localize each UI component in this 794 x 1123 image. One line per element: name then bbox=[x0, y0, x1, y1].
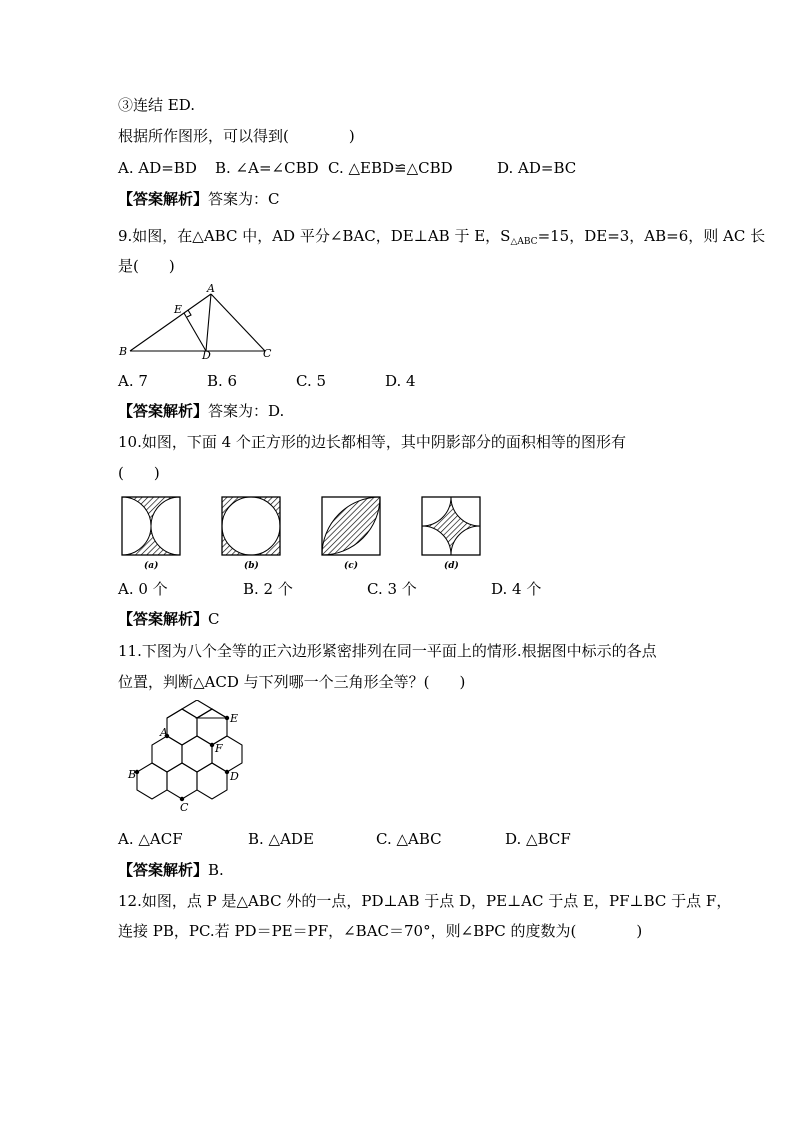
q9-stem-subscript: △ABC bbox=[510, 237, 538, 247]
q10-choice-d: D. 4 个 bbox=[491, 580, 542, 598]
q9-choice-b: B. 6 bbox=[207, 372, 238, 390]
q8-answer-text: 答案为：C bbox=[208, 190, 280, 208]
q10-answer-tag: 【答案解析】 bbox=[118, 610, 209, 628]
q8-answer bbox=[118, 189, 280, 209]
hexagon-edge bbox=[182, 700, 212, 718]
hexagon bbox=[137, 763, 167, 799]
hexagon bbox=[182, 736, 212, 772]
q11-label-d: D bbox=[230, 770, 239, 783]
hexagon bbox=[152, 736, 182, 772]
q11-answer bbox=[118, 860, 224, 880]
q8-choice-d: D. AD=BC bbox=[497, 159, 577, 177]
q8-step: ③连结 ED. bbox=[118, 96, 195, 114]
q9-stem-part1: 9.如图，在△ABC 中，AD 平分∠BAC，DE⊥AB 于 E，S bbox=[118, 227, 511, 245]
q10-caption-b: (b) bbox=[244, 561, 259, 571]
q11-stem-line2: 位置，判断△ACD 与下列哪一个三角形全等？( ) bbox=[118, 673, 466, 691]
q11-choice-a: A. △ACF bbox=[118, 830, 183, 848]
q9-stem bbox=[118, 226, 765, 252]
q10-answer-text: C bbox=[208, 610, 220, 628]
q11-choice-c: C. △ABC bbox=[376, 830, 442, 848]
q9-triangle-figure bbox=[115, 280, 285, 365]
q9-label-d: D bbox=[202, 349, 211, 362]
q9-answer bbox=[118, 401, 284, 421]
q12-stem-line2: 连接 PB，PC.若 PD＝PE＝PF，∠BAC＝70°，则∠BPC 的度数为( ) bbox=[118, 922, 643, 940]
q10-squares-figure bbox=[115, 490, 495, 572]
q11-hexagon-figure bbox=[120, 700, 270, 815]
q10-stem-line2: ( ) bbox=[118, 464, 160, 482]
q10-choice-a: A. 0 个 bbox=[118, 580, 168, 598]
q11-choice-d: D. △BCF bbox=[505, 830, 571, 848]
q11-stem: 11.下图为八个全等的正六边形紧密排列在同一平面上的情形.根据图中标示的各点 bbox=[118, 642, 657, 660]
q9-label-a: A bbox=[207, 282, 215, 295]
q9-label-c: C bbox=[263, 347, 272, 360]
hexagon bbox=[197, 709, 227, 745]
q11-point-f bbox=[210, 743, 214, 747]
q10-answer bbox=[118, 609, 220, 629]
q10-caption-a: (a) bbox=[144, 561, 159, 571]
q9-answer-tag: 【答案解析】 bbox=[118, 402, 209, 420]
q10-stem: 10.如图，下面 4 个正方形的边长都相等，其中阴影部分的面积相等的图形有 bbox=[118, 433, 626, 451]
q8-choice-c: C. △EBD≌△CBD bbox=[328, 159, 453, 177]
hexagon bbox=[197, 763, 227, 799]
q9-answer-text: 答案为：D. bbox=[208, 402, 285, 420]
q8-choice-b: B. ∠A=∠CBD bbox=[215, 159, 319, 177]
hexagon-edge bbox=[197, 709, 227, 718]
q11-label-a: A bbox=[160, 726, 168, 739]
q11-answer-text: B. bbox=[208, 861, 224, 879]
q10-square-c bbox=[322, 497, 380, 555]
q9-choice-a: A. 7 bbox=[118, 372, 148, 390]
q10-square-a bbox=[122, 497, 180, 555]
q10-choice-b: B. 2 个 bbox=[243, 580, 293, 598]
q10-caption-d: (d) bbox=[444, 561, 459, 571]
q9-stem-part2: =15，DE=3，AB=6，则 AC 长 bbox=[537, 227, 766, 245]
q9-stem-line2: 是( ) bbox=[118, 257, 175, 275]
q9-segment-ad bbox=[206, 294, 211, 351]
q9-segment-ba bbox=[130, 294, 211, 351]
q11-label-e: E bbox=[230, 712, 239, 725]
q9-label-e: E bbox=[174, 303, 183, 316]
q10-choice-c: C. 3 个 bbox=[367, 580, 417, 598]
q11-choice-b: B. △ADE bbox=[248, 830, 314, 848]
hexagon bbox=[167, 763, 197, 799]
q11-label-f: F bbox=[215, 742, 223, 755]
q12-stem: 12.如图，点 P 是△ABC 外的一点，PD⊥AB 于点 D，PE⊥AC 于点 E，PF⊥BC 于点 F， bbox=[118, 892, 732, 910]
q11-label-b: B bbox=[128, 768, 137, 781]
q8-choice-a: A. AD=BD bbox=[118, 159, 197, 177]
q9-choice-d: D. 4 bbox=[385, 372, 416, 390]
q11-label-c: C bbox=[180, 801, 189, 814]
hexagon bbox=[167, 709, 197, 745]
q9-segment-ed bbox=[184, 313, 206, 351]
q8-answer-tag: 【答案解析】 bbox=[118, 190, 209, 208]
q9-segment-ac bbox=[211, 294, 265, 351]
q11-answer-tag: 【答案解析】 bbox=[118, 861, 209, 879]
q9-label-b: B bbox=[119, 345, 128, 358]
q9-choice-c: C. 5 bbox=[296, 372, 327, 390]
q10-square-d bbox=[422, 497, 480, 555]
q11-point-e bbox=[225, 716, 229, 720]
hexagon-edge bbox=[167, 709, 182, 718]
q8-stem: 根据所作图形，可以得到( ) bbox=[118, 127, 355, 145]
q10-caption-c: (c) bbox=[344, 561, 358, 571]
q11-point-d bbox=[225, 770, 229, 774]
q10-square-b bbox=[222, 497, 280, 555]
